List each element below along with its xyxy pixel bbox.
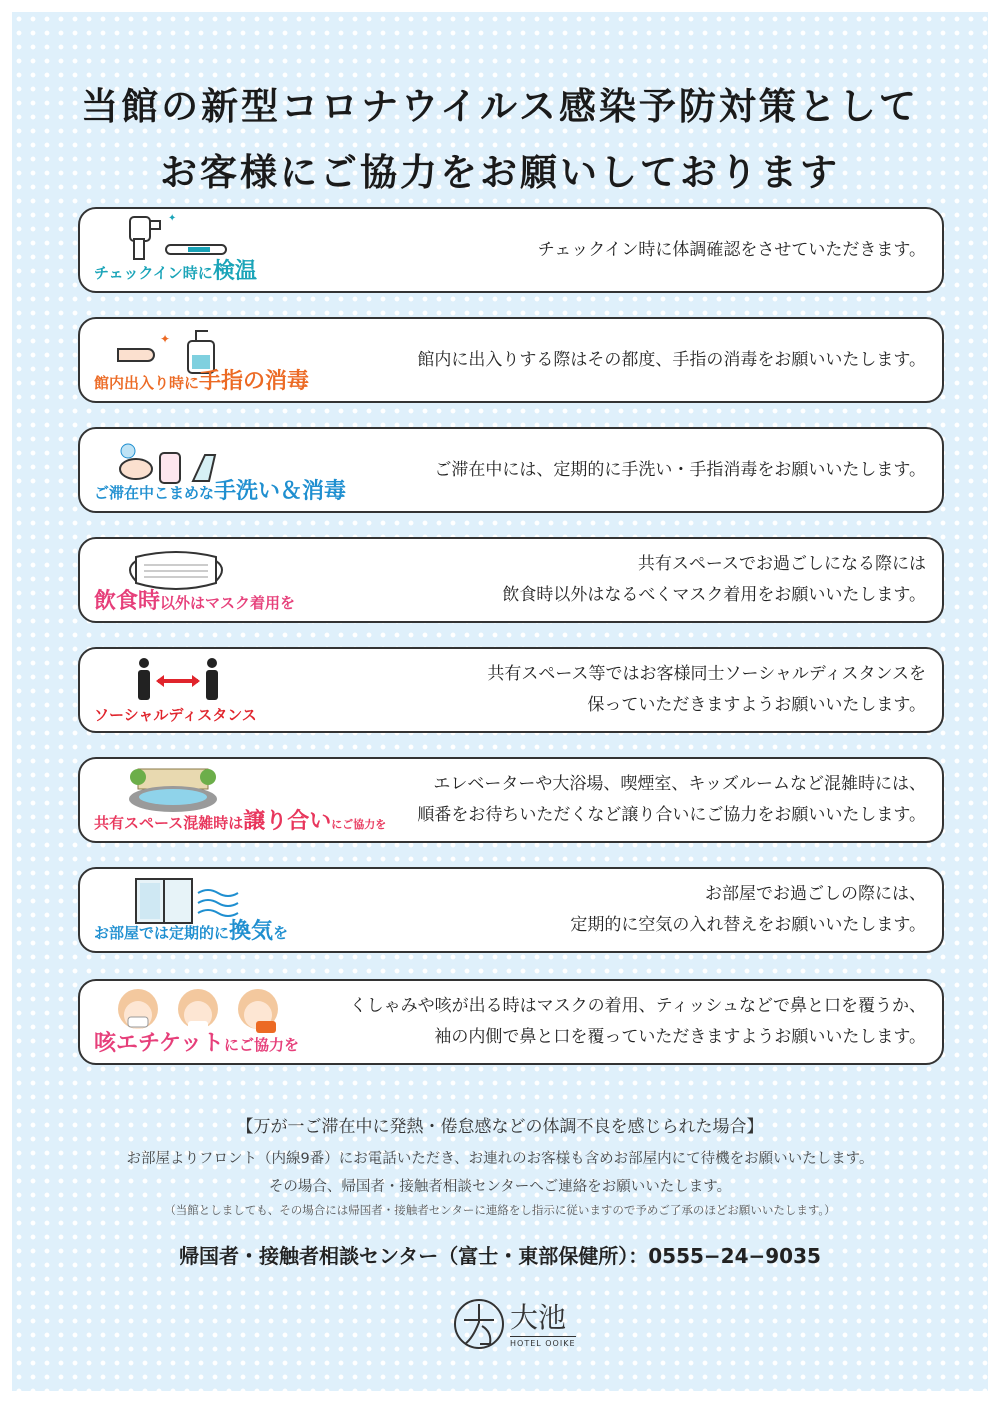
card-description: チェックイン時に体調確認をさせていただきます。 [537, 239, 926, 260]
card-hand-sanitize [78, 317, 944, 403]
page-title [12, 74, 988, 206]
card-cough-etiquette [78, 979, 944, 1065]
svg-text:✦: ✦ [168, 213, 177, 224]
card-take-turns [78, 757, 944, 843]
card-description: くしゃみや咳が出る時はマスクの着用、ティッシュなどで鼻と口を覆うか、 袖の内側で鼻と口を覆っていただきますようお願いいたします。 [349, 996, 926, 1047]
title-line-2: お客様にご協力をお願いしております [160, 151, 840, 194]
contact-phone: 帰国者・接触者相談センター（富士・東部保健所）：0555−24−9035 [179, 1244, 821, 1268]
footer-line-1: お部屋よりフロント（内線9番）にお電話いただき、お連れのお客様も含めお部屋内にて待機をお願いいたします。 [126, 1151, 874, 1167]
card-social-distance [78, 647, 944, 733]
card-label: 共有スペース混雑時は譲り合いにご協力を [94, 809, 387, 834]
footer-note: （当館としましても、その場合には帰国者・接触者センターに連絡をし指示に従いますので予めご了承のほどお願いいたします。） [164, 1203, 836, 1217]
title-line-1: 当館の新型コロナウイルス感染予防対策として [81, 85, 919, 128]
logo-name: 大池 [510, 1301, 567, 1334]
card-mask [78, 537, 944, 623]
card-description: お部屋でお過ごしの際には、 定期的に空気の入れ替えをお願いいたします。 [570, 884, 926, 935]
card-label: ご滞在中こまめな手洗い＆消毒 [94, 479, 347, 504]
hotel-logo [452, 1290, 582, 1366]
card-description: 館内に出入りする際はその都度、手指の消毒をお願いいたします。 [417, 349, 926, 370]
logo-subtitle: HOTEL OOIKE [510, 1336, 576, 1348]
svg-text:✦: ✦ [160, 332, 171, 346]
card-description: 共有スペース等ではお客様同士ソーシャルディスタンスを 保っていただきますようお願いいたします。 [487, 664, 926, 715]
card-label: 咳エチケットにご協力を [94, 1031, 300, 1056]
social-distance-icon [88, 651, 318, 707]
card-label: お部屋では定期的に換気を [94, 919, 289, 944]
card-handwash [78, 427, 944, 513]
footer-line-2: その場合、帰国者・接触者相談センターへご連絡をお願いいたします。 [268, 1179, 732, 1195]
card-label: チェックイン時に検温 [94, 259, 257, 284]
logo-mark-icon [452, 1290, 506, 1366]
card-description: ご滞在中には、定期的に手洗い・手指消毒をお願いいたします。 [434, 459, 926, 480]
card-ventilation [78, 867, 944, 953]
card-description: 共有スペースでお過ごしになる際には 飲食時以外はなるべくマスク着用をお願いいたします。 [502, 554, 926, 605]
card-label: 飲食時以外はマスク着用を [94, 589, 296, 614]
footer-heading: 【万が一ご滞在中に発熱・倦怠感などの体調不良を感じられた場合】 [236, 1117, 764, 1137]
poster [12, 12, 988, 1391]
card-label: ソーシャルディスタンス [94, 706, 257, 724]
card-temperature-check [78, 207, 944, 293]
card-description: エレベーターや大浴場、喫煙室、キッズルームなど混雑時には、 順番をお待ちいただくなど譲り合いにご協力をお願いいたします。 [417, 774, 926, 825]
card-label: 館内出入り時に手指の消毒 [94, 369, 310, 394]
